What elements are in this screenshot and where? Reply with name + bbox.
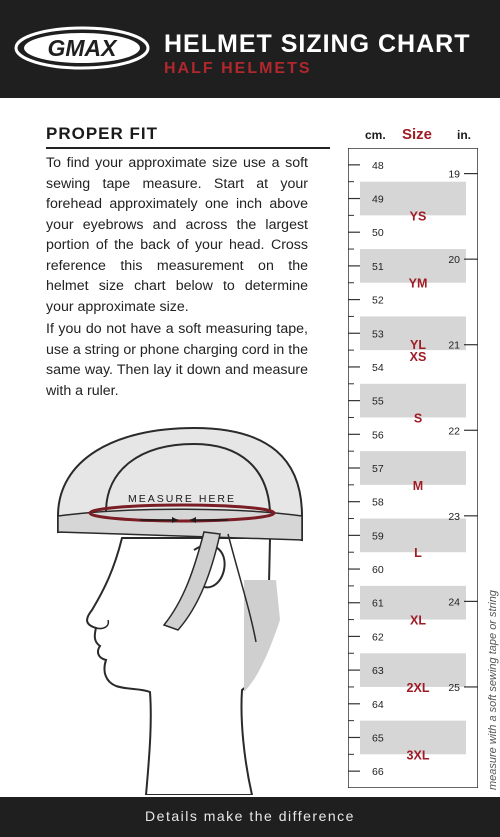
cm-label: 51 [372,260,384,273]
page-subtitle: HALF HELMETS [164,60,312,77]
instructions-paragraph: To find your approximate size use a soft sewing tape measure. Start at your forehead approximately one inch above your eyebrows and across the largest portion of the back of your head. Cross reference this measurement on the helmet size chart below to determine your approximate size. [46,155,308,315]
footer-banner [0,797,500,837]
cm-label: 50 [372,227,384,240]
helmet-illustration [44,420,344,795]
footer-tagline: Details make the difference [145,808,355,824]
measure-label: MEASURE HERE [127,493,237,505]
size-label: XS [409,350,427,365]
ruler-header-in: in. [457,128,471,142]
head-outline [87,538,270,795]
cm-label: 55 [372,395,384,408]
inch-label: 24 [448,596,460,609]
header-banner [0,0,500,98]
ruler-header-cm: cm. [365,128,386,142]
cm-label: 54 [372,361,384,374]
cm-label: 59 [372,530,384,543]
cm-label: 66 [372,766,384,779]
cm-label: 64 [372,698,384,711]
cm-label: 61 [372,597,384,610]
cm-label: 48 [372,159,384,172]
size-label: S [413,411,423,426]
size-label: YL [410,338,426,353]
inch-label: 25 [448,681,460,694]
ruler-header-size: Size [402,126,433,143]
gmax-logo [14,26,150,70]
size-label: M [412,478,424,493]
inch-label: 20 [448,254,460,267]
cm-label: 65 [372,732,384,745]
inch-label: 21 [448,339,460,352]
cm-label: 52 [372,294,384,307]
cm-label: 56 [372,429,384,442]
inch-label: 23 [448,510,460,523]
alternate-instructions-paragraph: If you do not have a soft measuring tape, use a string or phone charging cord in the same way. Then lay it down and measure with a ruler. [46,321,308,399]
cm-label: 58 [372,496,384,509]
sizing-ruler [348,148,478,788]
cm-label: 62 [372,631,384,644]
cm-label: 57 [372,463,384,475]
inch-label: 19 [448,168,460,181]
size-label: 3XL [406,748,430,763]
size-label: YM [408,276,428,291]
cm-label: 60 [372,564,384,577]
cm-label: 53 [372,328,384,341]
cm-label: 49 [372,193,384,206]
ruler-side-note: measure with a soft sewing tape or string [487,590,499,790]
section-divider [46,147,330,149]
section-title: PROPER FIT [46,124,159,143]
page-title: HELMET SIZING CHART [164,30,471,58]
logo-text: GMAX [47,35,117,61]
size-label: 2XL [406,680,430,695]
size-label: XL [410,613,426,628]
size-label: YS [409,209,427,224]
cm-label: 63 [372,665,384,678]
inch-label: 22 [448,425,460,438]
size-label: L [414,546,422,561]
neck-shading [244,580,280,692]
